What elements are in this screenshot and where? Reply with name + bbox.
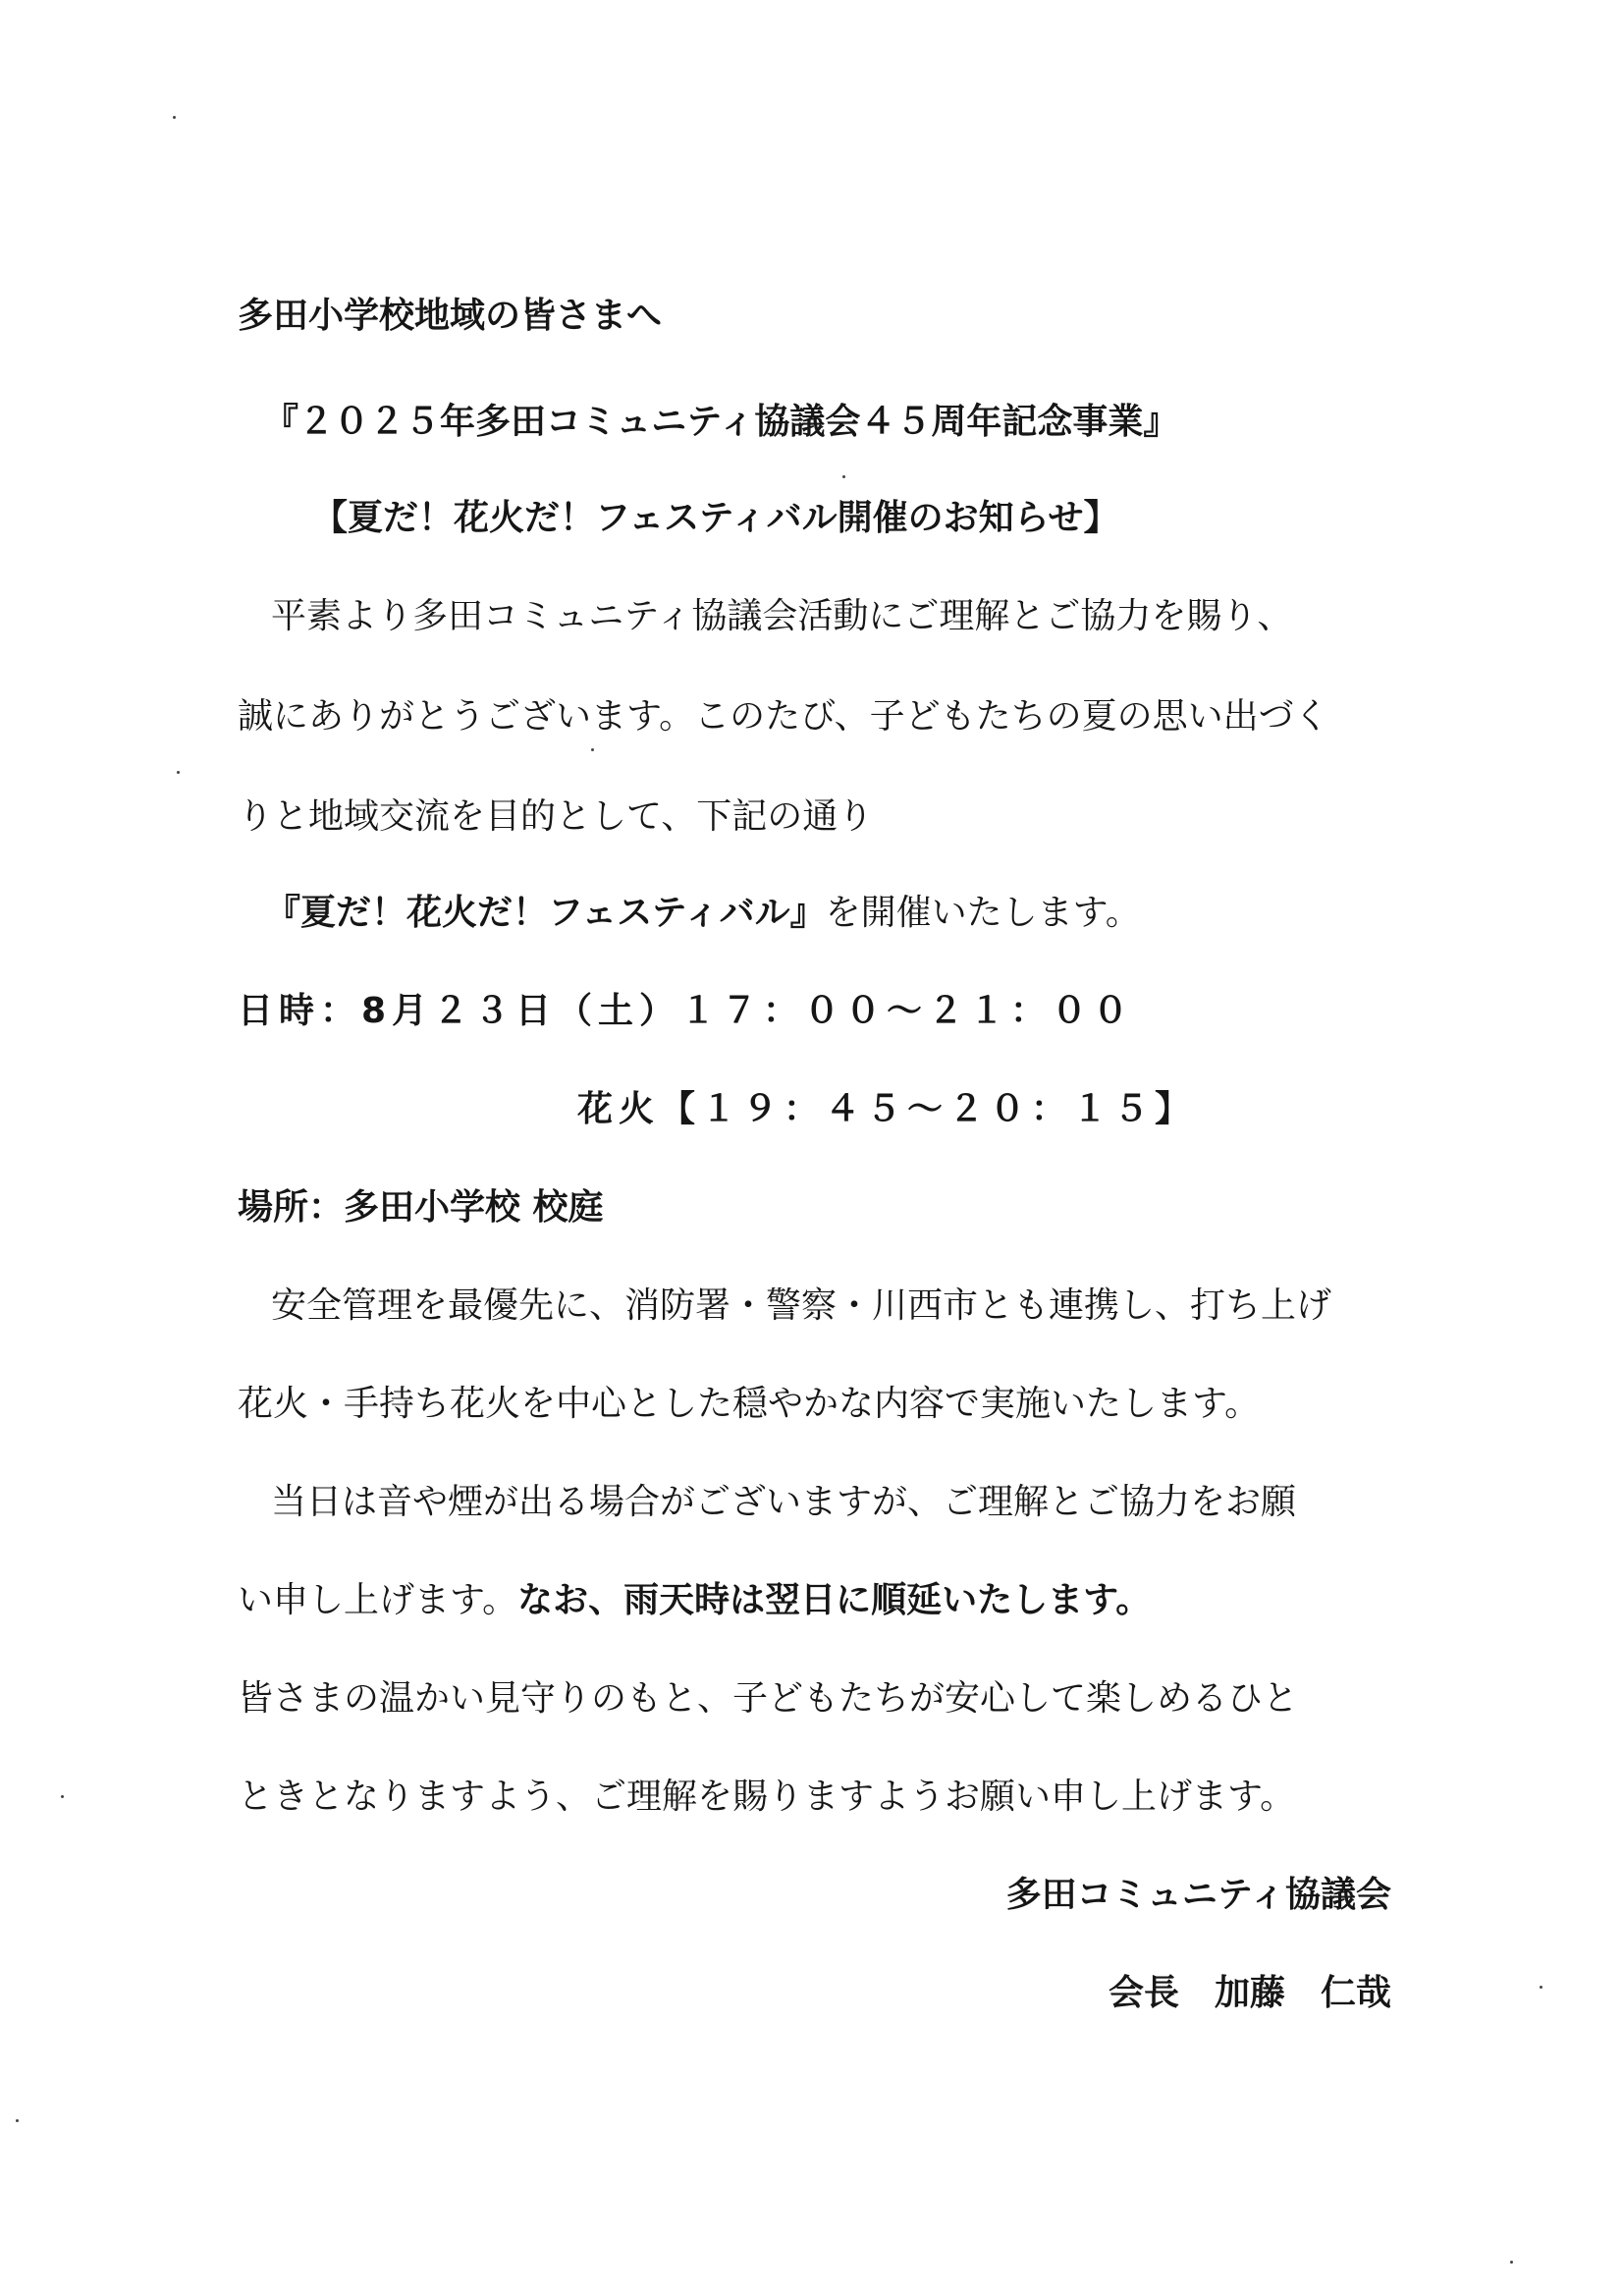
scan-speck: [16, 2119, 19, 2122]
scan-speck: [591, 748, 594, 751]
safety-line-2: 花火・手持ち花火を中心とした穏やかな内容で実施いたします。: [238, 1384, 1261, 1424]
safety-line-1: 安全管理を最優先に、消防署・警察・川西市とも連携し、打ち上げ: [271, 1285, 1332, 1326]
intro-line-2: 誠にありがとうございます。このたび、子どもたちの夏の思い出づく: [238, 696, 1329, 737]
organization-name: 多田コミュニティ協議会: [1005, 1875, 1391, 1915]
venue: 場所：多田小学校 校庭: [238, 1187, 604, 1228]
request-line-1: 当日は音や煙が出る場合がございますが、ご理解とご協力をお願: [271, 1482, 1297, 1522]
scan-speck: [1540, 1986, 1542, 1989]
request-line-2: [238, 1579, 1151, 1622]
fireworks-time: 花火【１９：４５～２０：１５】: [577, 1089, 1197, 1129]
scan-speck: [177, 771, 180, 774]
intro-line-1: 平素より多田コミュニティ協議会活動にご理解とご協力を賜り、: [271, 596, 1293, 636]
festival-name: 『夏だ！花火だ！フェスティバル』: [265, 893, 826, 933]
festival-line: [265, 892, 1141, 935]
scan-speck: [61, 1795, 64, 1798]
rain-note: なお、雨天時は翌日に順延いたします。: [517, 1580, 1152, 1620]
greeting: 多田小学校地域の皆さまへ: [238, 296, 663, 336]
scan-speck: [842, 475, 845, 478]
closing-line-2: ときとなりますよう、ご理解を賜りますようお願い申し上げます。: [238, 1777, 1296, 1817]
request-line-2-text: い申し上げます。: [238, 1580, 518, 1620]
closing-line-1: 皆さまの温かい見守りのもと、子どもたちが安心して楽しめるひと: [238, 1678, 1299, 1719]
event-datetime: 日時：8月２３日（土）１７：００～２１：００: [238, 991, 1135, 1031]
headline: 【夏だ！花火だ！フェスティバル開催のお知らせ】: [312, 498, 1119, 538]
festival-suffix: を開催いたします。: [825, 893, 1141, 933]
scan-speck: [1510, 2261, 1513, 2264]
scan-speck: [173, 116, 176, 119]
chairperson-signature: 会長 加藤 仁哉: [1108, 1973, 1391, 2013]
intro-line-3: りと地域交流を目的として、下記の通り: [238, 796, 874, 837]
event-title: 『２０２５年多田コミュニティ協議会４５周年記念事業』: [263, 402, 1179, 442]
